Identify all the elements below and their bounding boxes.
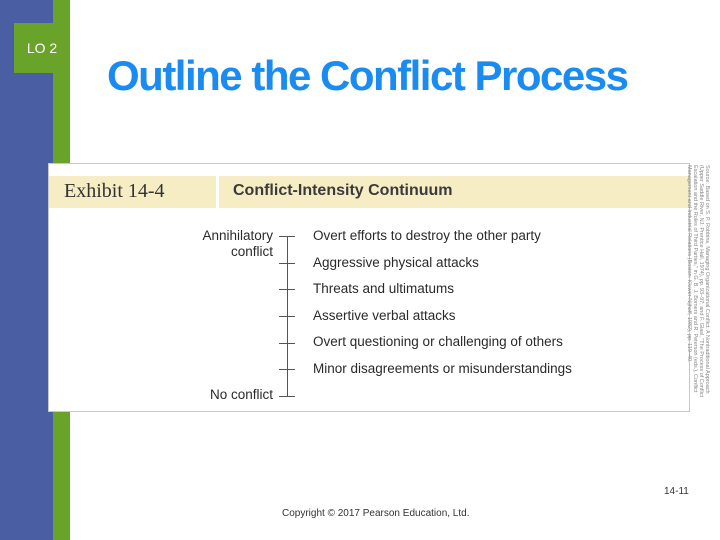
- exhibit-header: [49, 176, 689, 208]
- continuum-item: Overt questioning or challenging of others: [313, 334, 563, 349]
- exhibit-header-separator: [216, 176, 219, 208]
- continuum-item: Minor disagreements or misunderstandings: [313, 361, 572, 376]
- learning-objective-tag: LO 2: [14, 23, 70, 73]
- annihilatory-conflict-label: [189, 228, 273, 260]
- exhibit-title: Conflict-Intensity Continuum: [233, 182, 453, 199]
- copyright-notice: Copyright © 2017 Pearson Education, Ltd.: [282, 508, 470, 519]
- continuum-item: Assertive verbal attacks: [313, 308, 456, 323]
- annihilatory-label-line1: Annihilatory: [202, 228, 273, 243]
- annihilatory-label-line2: conflict: [230, 244, 273, 259]
- continuum-item: Overt efforts to destroy the other party: [313, 228, 541, 243]
- exhibit-source-note: Source: Based on S. P. Robbins, Managing Organizational Conflict: A Nontraditional Approach (Upper Saddle River, NJ: Prentice Hall, 1974), pp. 93–97; and F. Glasl, "The Process of Conflict Escalation and the Roles of Third Parties," in G. B. J. Bomers and R. Peterson (eds.), Conflict Management and Industrial Relations (Boston: Kluwer-Nijhoff, 1982), pp. 119–40.: [686, 165, 710, 398]
- continuum-item: Threats and ultimatums: [313, 281, 455, 296]
- continuum-tick-5: [279, 369, 295, 370]
- continuum-tick-0: [279, 236, 295, 237]
- continuum-tick-1: [279, 263, 295, 264]
- no-conflict-label: No conflict: [209, 387, 273, 402]
- continuum-tick-2: [279, 289, 295, 290]
- page-number: 14-11: [664, 486, 689, 497]
- slide-title: Outline the Conflict Process: [107, 52, 628, 99]
- continuum-tick-3: [279, 316, 295, 317]
- continuum-tick-4: [279, 343, 295, 344]
- continuum-tick-6: [279, 396, 295, 397]
- continuum-item: Aggressive physical attacks: [313, 255, 479, 270]
- exhibit-figure: [48, 163, 690, 412]
- exhibit-number: Exhibit 14-4: [64, 180, 165, 202]
